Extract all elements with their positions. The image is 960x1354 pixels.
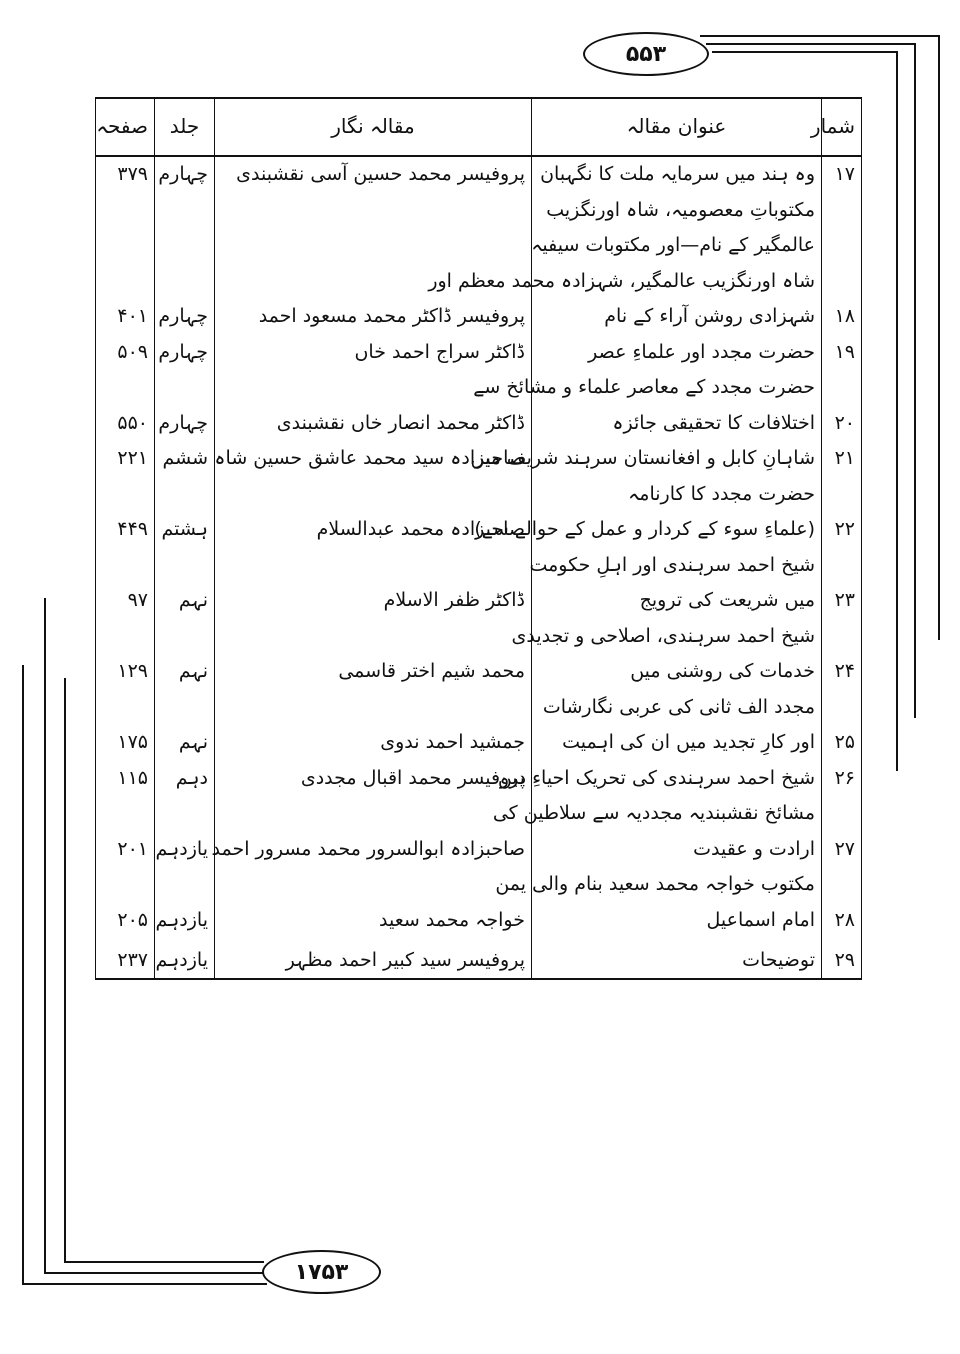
article-author: ڈاکٹر محمد انصار خاں نقشبندی (215, 370, 532, 441)
article-number: ۲۱ (822, 441, 862, 477)
article-title (495, 867, 822, 938)
article-author: جمشید احمد ندوی (215, 690, 532, 761)
article-number: ۱۸ (822, 193, 862, 335)
article-author: صاحبزادہ محمد عبدالسلام (215, 477, 532, 548)
article-title-line: مشائخ نقشبندیہ مجددیہ سے سلاطین کی (492, 802, 815, 824)
article-title-line: توضیحات (742, 948, 815, 971)
article-author: صاحبزادہ ابوالسرور محمد مسرور احمد (215, 796, 532, 867)
table-row (96, 477, 862, 548)
table-row (96, 690, 862, 761)
article-title-line: وہ ہند میں سرمایہ ملت کا نگہبان (540, 163, 815, 185)
article-title (511, 619, 822, 690)
article-page: ۱۱۵ (96, 761, 155, 797)
article-title (474, 477, 822, 548)
article-page: ۵۵۰ (96, 370, 155, 441)
table-row (96, 156, 862, 193)
article-title (497, 761, 822, 797)
frame-line-bottom-3 (64, 1261, 264, 1263)
articles-index-table (95, 97, 862, 980)
page-number-top: ۵۵۳ (583, 32, 709, 76)
article-page: ۲۲۱ (96, 441, 155, 477)
frame-line-bottom-1 (22, 1283, 267, 1285)
header-page: صفحہ (96, 98, 155, 156)
article-page: ۳۷۹ (96, 156, 155, 193)
article-title-line: شیخ احمد سرہندی کی تحریک احیاءِ دین (497, 766, 815, 789)
article-page: ۴۴۹ (96, 477, 155, 548)
article-volume: نہم (155, 690, 215, 761)
article-title-line: شاہ اورنگزیب عالمگیر، شہزادہ محمد معظم اور (428, 269, 815, 292)
article-volume: چہارم (155, 156, 215, 193)
article-volume: یازدہم (155, 796, 215, 867)
header-title: عنوان مقالہ (532, 98, 822, 156)
table-row (96, 761, 862, 797)
article-title-line: شاہانِ کابل و افغانستان سرہند شریف میں (470, 447, 815, 469)
article-title (470, 441, 822, 477)
frame-line-bottom-2 (44, 1272, 266, 1274)
table-row (96, 619, 862, 690)
article-volume: یازدہم (155, 867, 215, 938)
article-title (532, 335, 822, 371)
article-number: ۱۹ (822, 335, 862, 371)
article-number: ۲۵ (822, 690, 862, 761)
article-author: پروفیسر سید کبیر احمد مظہر (215, 938, 532, 979)
article-title (532, 690, 822, 761)
table-row (96, 796, 862, 867)
article-title-line: شیخ احمد سرہندی، اصلاحی و تجدیدی (511, 624, 815, 647)
frame-line-top-2 (706, 43, 916, 45)
frame-line-top-3 (712, 51, 898, 53)
article-title-line: مجدد الف ثانی کی عربی نگارشات (542, 695, 815, 718)
article-author: پروفیسر ڈاکٹر محمد مسعود احمد (215, 193, 532, 335)
article-title-line: عالمگیر کے نام—اور مکتوبات سیفیہ (531, 234, 815, 256)
article-page: ۵۰۹ (96, 335, 155, 371)
article-author: خواجہ محمد سعید (215, 867, 532, 938)
article-title-line: امام اسماعیل (706, 908, 815, 931)
table-row (96, 370, 862, 441)
article-author: محمد شیم اختر قاسمی (215, 619, 532, 690)
table-row (96, 441, 862, 477)
article-page: ۴۰۱ (96, 193, 155, 335)
article-number: ۲۰ (822, 370, 862, 441)
article-number: ۲۲ (822, 477, 862, 548)
article-volume: چہارم (155, 370, 215, 441)
article-title-line: ارادت و عقیدت (693, 837, 815, 860)
table-row (96, 548, 862, 619)
article-volume: نہم (155, 619, 215, 690)
header-author: مقالہ نگار (215, 98, 532, 156)
article-number: ۲۳ (822, 548, 862, 619)
article-number: ۲۸ (822, 867, 862, 938)
frame-line-right-3 (896, 51, 898, 771)
article-title (532, 156, 822, 193)
article-number: ۲۷ (822, 796, 862, 867)
article-title-line: حضرت مجدد کے معاصر علماء و مشائخ سے (473, 376, 815, 398)
article-page: ۹۷ (96, 548, 155, 619)
article-title-line: شہزادی روشن آراء کے نام (604, 305, 815, 327)
frame-line-left-2 (44, 598, 46, 1274)
article-title (529, 548, 822, 619)
article-title (473, 370, 822, 441)
article-page: ۲۰۱ (96, 796, 155, 867)
article-title (428, 193, 822, 335)
article-volume: چہارم (155, 193, 215, 335)
article-title-line: مکتوب خواجہ محمد سعید بنام والی یمن (495, 873, 815, 895)
frame-line-right-1 (938, 35, 940, 640)
article-volume: ہشتم (155, 477, 215, 548)
article-number: ۲۹ (822, 938, 862, 979)
article-number: ۲۴ (822, 619, 862, 690)
article-volume: یازدہم (155, 938, 215, 979)
article-title (532, 938, 822, 979)
page-number-bottom: ۱۷۵۳ (262, 1250, 381, 1294)
article-volume: نہم (155, 548, 215, 619)
article-title-line: حضرت مجدد کا کارنامہ (628, 482, 815, 505)
article-title (492, 796, 822, 867)
table-row (96, 938, 862, 979)
article-author: ڈاکٹر سراج احمد خاں (215, 335, 532, 371)
frame-line-left-3 (64, 678, 66, 1263)
article-page: ۲۳۷ (96, 938, 155, 979)
article-author: ڈاکٹر ظفر الاسلام (215, 548, 532, 619)
article-volume: ششم (155, 441, 215, 477)
article-page: ۲۰۵ (96, 867, 155, 938)
article-number: ۲۶ (822, 761, 862, 797)
table-header-row (96, 98, 862, 156)
article-volume: چہارم (155, 335, 215, 371)
article-author: پروفیسر محمد حسین آسی نقشبندی (215, 156, 532, 193)
article-author: صاحبزادہ سید محمد عاشق حسین شاہ (215, 441, 532, 477)
header-volume: جلد (155, 98, 215, 156)
article-title-line: اختلافات کا تحقیقی جائزہ (612, 411, 815, 434)
article-volume: دہم (155, 761, 215, 797)
header-number: شمار (822, 98, 862, 156)
article-author: پروفیسر محمد اقبال مجددی (215, 761, 532, 797)
table-row (96, 335, 862, 371)
article-title-line: اور کارِ تجدید میں ان کی اہمیت (562, 731, 815, 753)
article-title-line: خدمات کی روشنی میں (630, 660, 815, 682)
article-title-line: (علماءِ سوء کے کردار و عمل کے حوالے سے) (474, 518, 815, 540)
table-row (96, 193, 862, 335)
article-page: ۱۷۵ (96, 690, 155, 761)
frame-line-top-1 (700, 35, 940, 37)
table-row (96, 867, 862, 938)
table-body (96, 156, 862, 979)
article-title-line: میں شریعت کی ترویج (639, 589, 815, 611)
article-page: ۱۲۹ (96, 619, 155, 690)
article-title-line: مکتوباتِ معصومیہ، شاہ اورنگزیب (546, 198, 815, 221)
article-title-line: حضرت مجدد اور علماءِ عصر (588, 340, 815, 363)
article-title-line: شیخ احمد سرہندی اور اہلِ حکومت (529, 553, 815, 576)
frame-line-left-1 (22, 665, 24, 1285)
article-number: ۱۷ (822, 156, 862, 193)
frame-line-right-2 (914, 43, 916, 718)
